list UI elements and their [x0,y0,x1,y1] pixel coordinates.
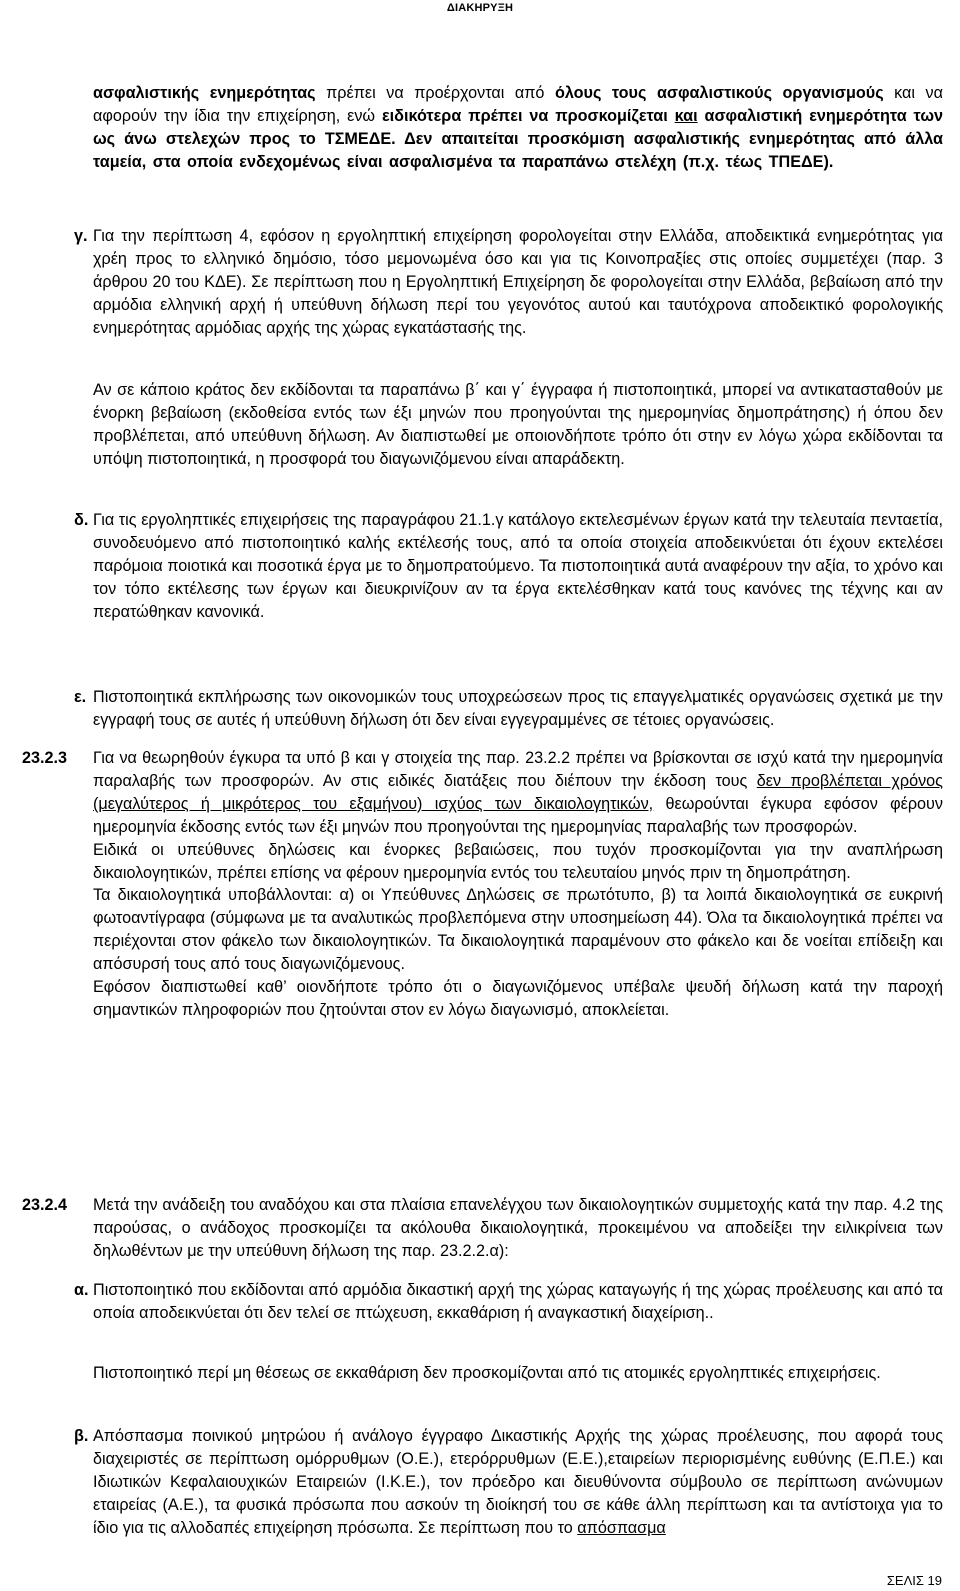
alpha2-text-2: από τις ατομικές εργοληπτικές επιχειρήσεις. [563,1364,881,1382]
declarations-text-1: Ειδικά οι [93,840,178,859]
paragraph-alpha-2 [93,1362,943,1385]
document-header: ΔΙΑΚΗΡΥΞΗ [446,2,514,14]
paragraph-delta [93,509,943,624]
section-23-2-3-submission [93,884,943,976]
beta-text-2: ή ανάλογο έγγραφο Δικαστικής Αρχής της χώρας προέλευσης, που αφορά τους διαχειριστές σε περίπτωση ομόρρυθμων (Ο.Ε.), ετερόρρυθμων (Ε.Ε.),εταιρείων περιορισμένης ευθύνης (Ε.Π.Ε.) και Ιδιωτικών Κεφαλαιουχικών Εταιρειών (Ι.Κ.Ε.), τον πρόεδρο και διευθύνοντα σύμβουλο σε περίπτωση ανώνυμων εταιρείας (Α.Ε.), τα φυσικά πρόσωπα που ασκούν τη διοίκησή του σε κάθε άλλη περίπτωση και τα αντίστοιχα για το ίδιο για τις αλλοδαπές επιχείρηση πρόσωπα. Σε περίπτωση που το [93,1427,943,1537]
item-label-alpha: α. [74,1281,89,1299]
intro-text-2: και να αφορούν την ίδια την επιχείρηση, ενώ [93,84,943,125]
validity-six-months: έξι μηνών [319,817,390,836]
after-award-bold: Μετά την ανάδειξη του αναδόχου [93,1196,330,1214]
epsilon-text: Πιστοποιητικά εκπλήρωσης των οικονομικών τους υποχρεώσεων προς τις επαγγελματικές οργανώσεις σχετικά με την εγγραφή τους σε αυτές ή υπεύθυνη δήλωση ότι δεν είναι εγγεγραμμένες σε τέτοιες οργανώσεις. [93,688,943,729]
paragraph-intro [93,82,943,174]
section-number-23-2-4: 23.2.4 [22,1196,68,1214]
declarations-text-2: , που τυχόν προσκομίζονται για την αναπλήρωση δικαιολογητικών, πρέπει επίσης να φέρουν ημερομηνία εντός του [93,840,943,882]
intro-text-1: πρέπει να προέρχονται από [315,84,555,102]
paragraph-gamma [93,225,943,340]
item-label-epsilon: ε. [74,688,87,706]
intro-all-insurance-orgs: όλους τους ασφαλιστικούς οργανισμούς [554,84,884,102]
intro-specifically: ειδικότερα πρέπει να προσκομίζεται [381,106,675,125]
alpha-bankruptcy: πτώχευση, εκκαθάριση ή αναγκαστική διαχείριση. [354,1303,710,1322]
section-23-2-3-declarations [93,839,943,885]
validity-in-force: σε ισχύ κατά την ημερομηνία παραλαβής [93,749,943,790]
intro-text-3: ασφαλιστική ενημερότητα των ως άνω στελεχών προς το ΤΣΜΕΔΕ. Δεν απαιτείται προσκόμιση ασφαλιστικής ενημερότητας από άλλα ταμεία, στα οποία ενδεχομένως είναι ασφαλισμένα τα παραπάνω στελέχη (π.χ. τέως ΤΠΕΔΕ). [93,106,944,171]
section-23-2-3-false-declaration [93,976,943,1022]
after-award-text: και στα πλαίσια επανελέγχου των δικαιολογητικών συμμετοχής κατά την παρ. 4.2 της παρούσας, ο ανάδοχος προσκομίζει τα ακόλουθα δικαιολογητικά, προκειμένου να αποδείξει την ειλικρίνεια των δηλωθέντων με την υπεύθυνη δήλωση της παρ. 23.2.2.α): [93,1196,944,1260]
beta-criminal-record: ποινικού μητρώου [191,1427,326,1445]
section-23-2-3 [93,747,943,1022]
false-declaration-excluded: αποκλείεται. [582,1000,670,1019]
foreign-text-1: Αν σε κάποιο κράτος δεν εκδίδονται τα παραπάνω β΄ και γ΄ έγγραφα ή πιστοποιητικά, μπορεί να αντικατασταθούν με ένορκη βεβαίωση (εκδοθείσα εντός των έξι μηνών που προηγούνται της ημερομηνίας δημοπράτησης) ή όπου δεν προβλέπεται, από υπεύθυνη δήλωση. [93,381,943,445]
foreign-rejection-clause: Αν διαπιστωθεί με οποιονδήποτε τρόπο ότι στην εν λόγω χώρα εκδίδονται τα υπόψη πιστοποιητικά, η προσφορά του διαγωνιζόμενου είναι απαράδεκτη. [93,426,943,468]
submission-text: Τα δικαιολογητικά υποβάλλονται: α) οι Υπεύθυνες Δηλώσεις σε πρωτότυπο, β) τα λοιπά δικαιολογητικά σε ευκρινή φωτοαντίγραφα (σύμφωνα με τα αναλυτικώς προβλεπόμενα στην υποσημείωση 44). Όλα τα δικαιολογητικά πρέπει να περιέχονται στον φάκελο των δικαιολογητικών. Τα δικαιολογητικά παραμένουν στο φάκελο και δε νοείται επίδειξη και απόσυρσή τους από τους διαγωνιζόμενους. [93,886,943,974]
validity-text-4: που προηγούνται της ημερομηνίας παραλαβής των προσφορών. [389,817,858,836]
item-label-beta: β. [74,1427,89,1445]
beta-excerpt-underlined: απόσπασμα [577,1518,666,1537]
declarations-bold: υπεύθυνες δηλώσεις και ένορκες βεβαιώσεις [177,840,535,859]
item-label-gamma: γ. [74,227,88,245]
delta-text-1: Για τις [93,511,142,529]
validity-no-period-underlined: δεν προβλέπεται χρόνος (μεγαλύτερος ή μικρότερος του εξαμήνου) ισχύος των δικαιολογητικών, [93,771,943,813]
false-declaration-text: Εφόσον διαπιστωθεί καθ’ οιονδήποτε τρόπο ότι ο διαγωνιζόμενος υπέβαλε ψευδή δήλωση κατά την παροχή σημαντικών πληροφοριών που ζητούνται στον εν λόγω διαγωνισμό, [93,978,943,1019]
alpha2-not-submitted: δεν προσκομίζονται [422,1364,564,1382]
validity-text-3: θεωρούνται έγκυρα εφόσον φέρουν ημερομηνία έκδοσης εντός των [93,794,943,836]
section-23-2-4 [93,1194,943,1263]
section-number-23-2-3: 23.2.3 [22,749,68,767]
validity-text-2: των προσφορών. Αν στις ειδικές διατάξεις που διέπουν την έκδοση τους [175,771,757,790]
paragraph-beta [93,1425,943,1540]
page-number: ΣΕΛΙΣ 19 [886,1573,942,1588]
alpha2-text-1: Πιστοποιητικό περί μη θέσεως σε εκκαθάριση [93,1364,423,1382]
paragraph-alpha [93,1279,943,1325]
gamma-case-4: περίπτωση 4, [152,227,254,245]
section-23-2-3-validity [93,747,943,839]
gamma-text-1: Για την [93,227,153,245]
paragraph-epsilon [93,686,943,732]
beta-text-1: Απόσπασμα [93,1427,192,1445]
item-label-delta: δ. [74,511,89,529]
declarations-last-month: τελευταίου μηνός πριν τη δημοπράτηση. [562,863,851,882]
validity-text-1: Για να θεωρηθούν έγκυρα τα υπό β και γ στοιχεία της παρ. 23.2.2 πρέπει να βρίσκονται [93,749,735,767]
delta-contractor-companies: εργοληπτικές επιχειρήσεις της παραγράφου 21.1.γ [141,511,504,529]
paragraph-foreign-states [93,379,943,471]
delta-text-2: κατάλογο εκτελεσμένων έργων κατά την τελευταία πενταετία, συνοδευόμενο από πιστοποιητικό καλής εκτέλεσής τους, από τα οποία στοιχεία αποδεικνύεται ότι έχουν εκτελέσει παρόμοια ποιοτικά και ποσοτικά έργα με το δημοπρατούμενο. Τα πιστοποιητικά αυτά αναφέρουν την αξία, το χρόνο και τον τόπο εκτέλεσης των έργων και διευκρινίζουν αν τα έργα εκτελέσθηκαν κατά τους κανόνες της τέχνης και αν περατώθηκαν κανονικά. [93,511,943,621]
alpha-extra-dot: . [709,1303,714,1322]
alpha-text-1: Πιστοποιητικό που εκδίδονται από αρμόδια δικαστική αρχή της χώρας καταγωγής ή της χώρας προέλευσης και από τα οποία αποδεικνύεται ότι δεν τελεί σε [93,1281,943,1322]
intro-and-underlined: και [674,106,698,125]
intro-insurance-clearance: ασφαλιστικής ενημερότητας [93,84,316,102]
gamma-text-2: εφόσον η εργοληπτική επιχείρηση φορολογείται στην Ελλάδα, αποδεικτικά ενημερότητας για χρέη προς το ελληνικό δημόσιο, τόσο μεμονωμένα όσο και για τις Κοινοπραξίες στις οποίες συμμετέχει (παρ. 3 άρθρου 20 του ΚΔΕ). Σε περίπτωση που η Εργοληπτική Επιχείρηση δε φορολογείται στην Ελλάδα, βεβαίωση από την αρμόδια ελληνική αρχή ή υπεύθυνη δήλωση περί του γεγονότος αυτού και ταυτόχρονα αποδεικτικό φορολογικής ενημερότητας αρμόδιας αρχής της χώρας εγκατάστασής της. [93,227,943,337]
